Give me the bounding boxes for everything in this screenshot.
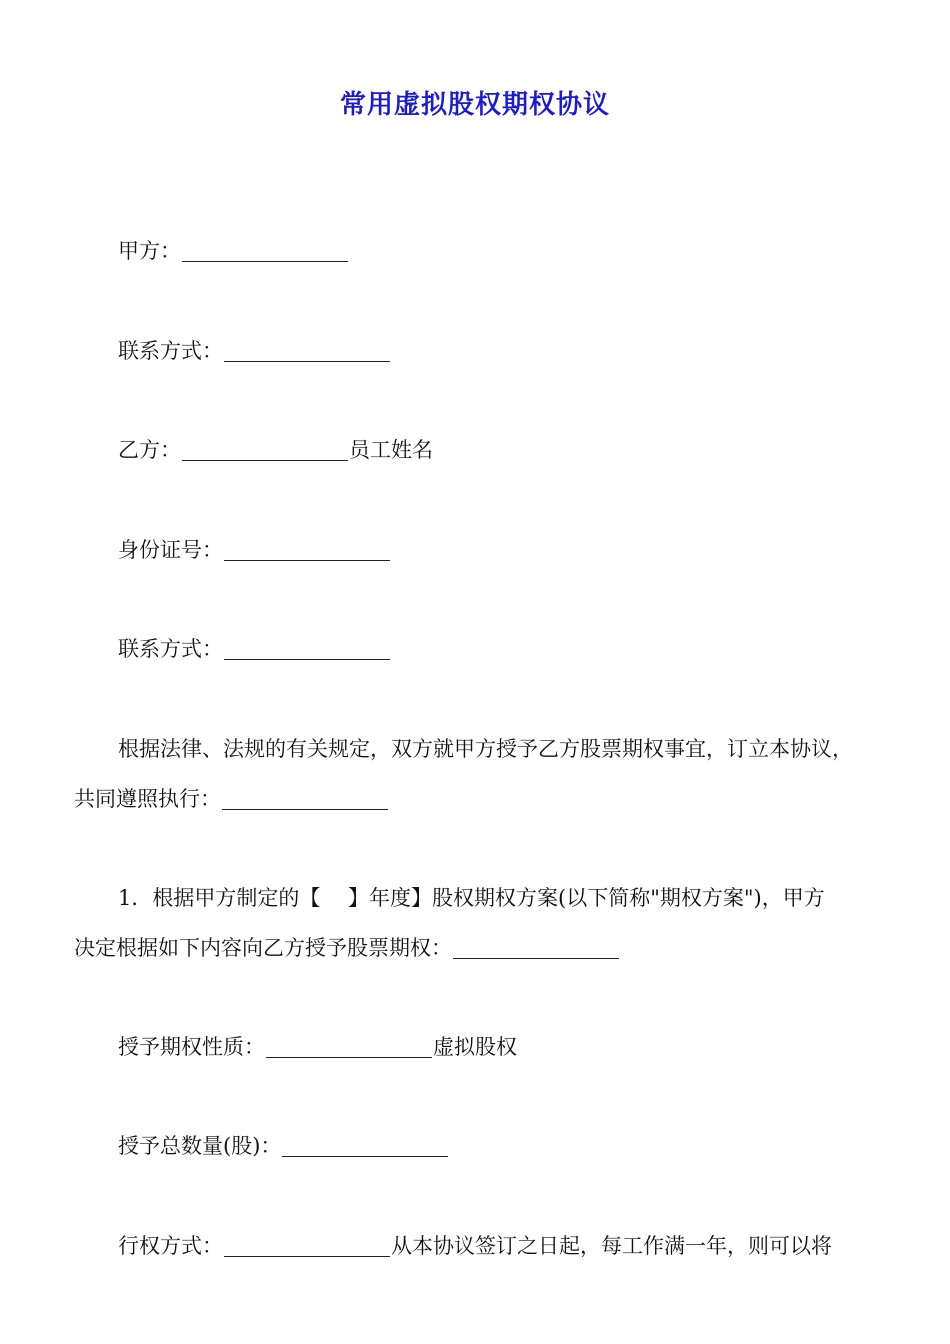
clause-1-line-1 (74, 873, 884, 923)
exercise-label: 行权方式： (118, 1234, 223, 1258)
party-b-blank[interactable] (182, 459, 348, 461)
option-nature-value: 虚拟股权 (433, 1035, 517, 1059)
party-a-line (74, 226, 884, 276)
party-a-contact-line (74, 326, 884, 376)
id-number-label: 身份证号： (118, 538, 223, 562)
clause-1-text-1: 1．根据甲方制定的【 】年度】股权期权方案(以下简称"期权方案")，甲方 (118, 886, 825, 910)
total-shares-blank[interactable] (282, 1155, 448, 1157)
option-nature-blank[interactable] (266, 1056, 432, 1058)
option-nature-label: 授予期权性质： (118, 1035, 265, 1059)
intro-line-2 (74, 774, 884, 824)
party-b-contact-label: 联系方式： (118, 637, 223, 661)
exercise-blank[interactable] (224, 1255, 390, 1257)
intro-blank[interactable] (222, 808, 388, 810)
party-b-label: 乙方： (118, 438, 181, 462)
total-shares-line (74, 1121, 884, 1171)
option-nature-line (74, 1022, 884, 1072)
party-a-contact-label: 联系方式： (118, 339, 223, 363)
party-b-suffix: 员工姓名 (349, 438, 433, 462)
id-number-line (74, 525, 884, 575)
party-b-contact-line (74, 624, 884, 674)
total-shares-label: 授予总数量(股)： (118, 1134, 282, 1158)
party-a-label: 甲方： (118, 239, 181, 263)
intro-line-1 (74, 724, 884, 774)
id-number-blank[interactable] (224, 559, 390, 561)
exercise-text: 从本协议签订之日起，每工作满一年，则可以将 (391, 1234, 832, 1258)
party-a-contact-blank[interactable] (224, 360, 390, 362)
clause-1-blank[interactable] (453, 957, 619, 959)
clause-1-line-2 (74, 923, 884, 973)
clause-1-text-2: 决定根据如下内容向乙方授予股票期权： (74, 936, 452, 960)
party-a-blank[interactable] (182, 260, 348, 262)
intro-text-2: 共同遵照执行： (74, 787, 221, 811)
exercise-line (74, 1221, 884, 1271)
document-title: 常用虚拟股权期权协议 (339, 90, 610, 120)
party-b-line (74, 425, 884, 475)
party-b-contact-blank[interactable] (224, 658, 390, 660)
intro-text-1: 根据法律、法规的有关规定，双方就甲方授予乙方股票期权事宜，订立本协议， (118, 737, 853, 761)
